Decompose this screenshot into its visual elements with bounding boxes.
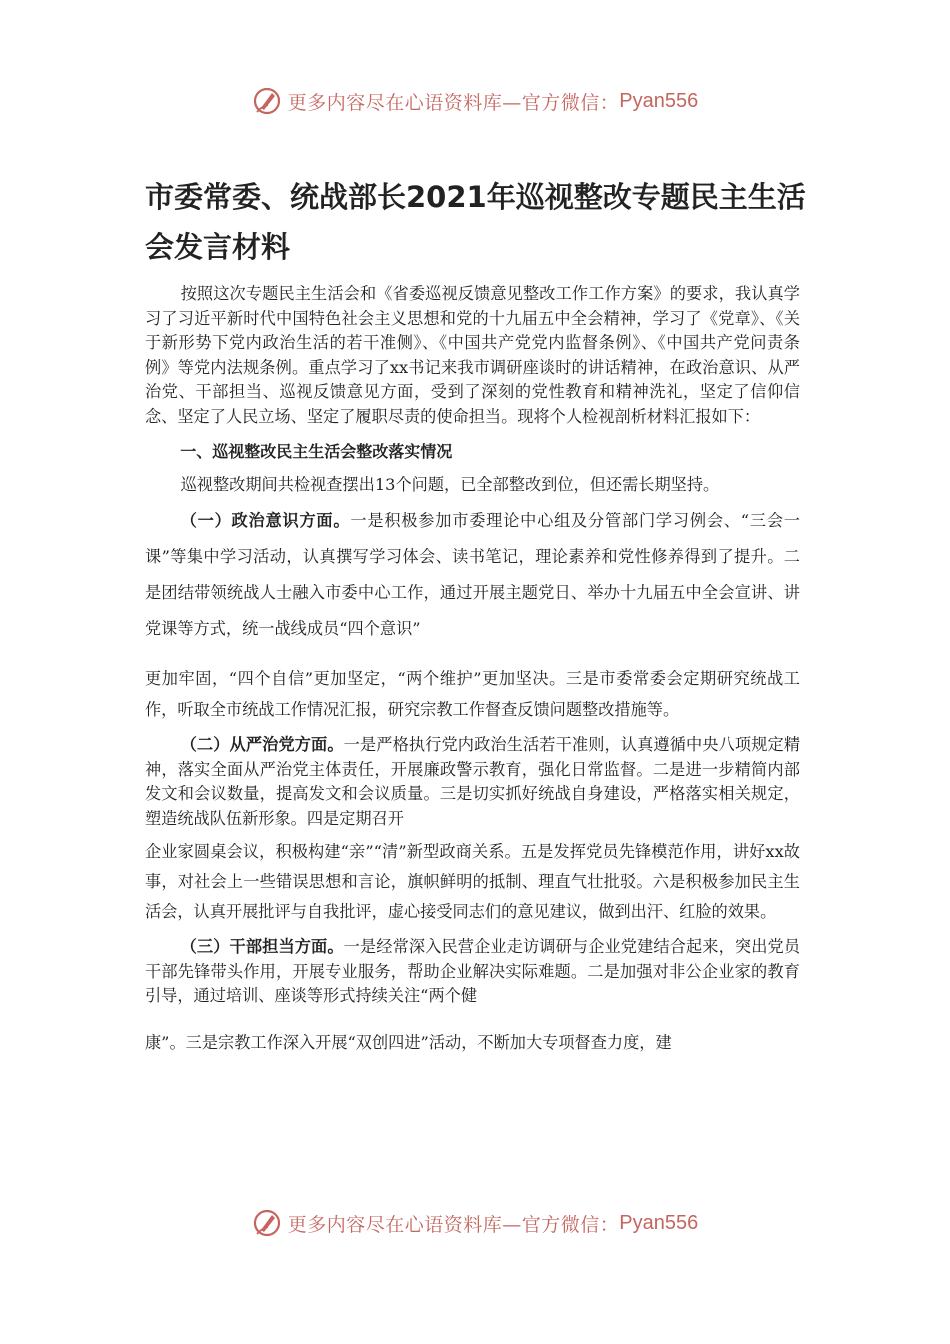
banner-text: 更多内容尽在心语资料库—官方微信： xyxy=(287,1213,620,1236)
item-responsibility-part2: 康”。三是宗教工作深入开展“双创四进”活动，不断加大专项督查力度，建 xyxy=(145,1032,672,1052)
pen-logo-icon xyxy=(252,86,282,116)
item-political-part2: 更加牢固，“四个自信”更加坚定，“两个维护”更加坚决。三是市委常委会定期研究统战工作，听取全市统战工作情况汇报，研究宗教工作督查反馈问题整改措施等。 xyxy=(145,669,800,719)
document-title: 市委常委、统战部长2021年巡视整改专题民主生活会发言材料 xyxy=(145,180,806,264)
item-political-part1 xyxy=(145,503,800,647)
document-body xyxy=(145,282,800,1055)
item-responsibility-part1 xyxy=(145,935,800,1009)
banner-text: 更多内容尽在心语资料库—官方微信： xyxy=(287,91,620,114)
footer-banner xyxy=(0,1208,950,1238)
section-heading: 一、巡视整改民主生活会整改落实情况 xyxy=(180,442,453,461)
item-label: （二）从严治党方面。 xyxy=(180,735,344,754)
item-label: （一）政治意识方面。 xyxy=(180,511,351,530)
item-text: 一是经常深入民营企业走访调研与企业党建结合起来，突出党员干部先锋带头作用，开展专业服务，帮助企业解决实际难题。二是加强对非公企业家的教育引导，通过培训、座谈等形式持续关注“两个健 xyxy=(145,937,801,1005)
item-discipline-part2: 企业家圆桌会议，积极构建“亲”“清”新型政商关系。五是发挥党员先锋模范作用，讲好xx故事，对社会上一些错误思想和言论，旗帜鲜明的抵制、理直气壮批驳。六是积极参加民主生活会，认真开展批评与自我批评，虚心接受同志们的意见建议，做到出汗、红脸的效果。 xyxy=(145,842,800,921)
header-banner xyxy=(0,86,950,116)
section-summary: 巡视整改期间共检视查摆出13个问题，已全部整改到位，但还需长期坚持。 xyxy=(180,475,720,494)
item-discipline-part1 xyxy=(145,733,800,831)
item-label: （三）干部担当方面。 xyxy=(180,937,344,956)
intro-paragraph: 按照这次专题民主生活会和《省委巡视反馈意见整改工作工作方案》的要求，我认真学习了习近平新时代中国特色社会主义思想和党的十九届五中全会精神，学习了《党章》、《关于新形势下党内政治生活的若干准侧》、《中国共产党党内监督条例》、《中国共产党问责条例》等党内法规条例。重点学习了xx书记来我市调研座谈时的讲话精神，在政治意识、从严治党、干部担当、巡视反馈意见方面，受到了深刻的党性教育和精神洗礼，坚定了信仰信念、坚定了人民立场、坚定了履职尽责的使命担当。现将个人检视剖析材料汇报如下： xyxy=(145,284,800,426)
item-text: 一是积极参加市委理论中心组及分管部门学习例会、“三会一课”等集中学习活动，认真撰写学习体会、读书笔记，理论素养和党性修养得到了提升。二是团结带领统战人士融入市委中心工作，通过开展主题党日、举办十九届五中全会宣讲、讲党课等方式，统一战线成员“四个意识” xyxy=(145,511,800,638)
pen-logo-icon xyxy=(252,1208,282,1238)
banner-wechat-id: Pyan556 xyxy=(619,1211,699,1234)
banner-wechat-id: Pyan556 xyxy=(619,89,699,112)
item-text: 一是严格执行党内政治生活若干准则，认真遵循中央八项规定精神，落实全面从严治党主体责任，开展廉政警示教育，强化日常监督。二是进一步精简内部发文和会议数量，提高发文和会议质量。三是切实抓好统战自身建设，严格落实相关规定，塑造统战队伍新形象。四是定期召开 xyxy=(145,735,801,828)
